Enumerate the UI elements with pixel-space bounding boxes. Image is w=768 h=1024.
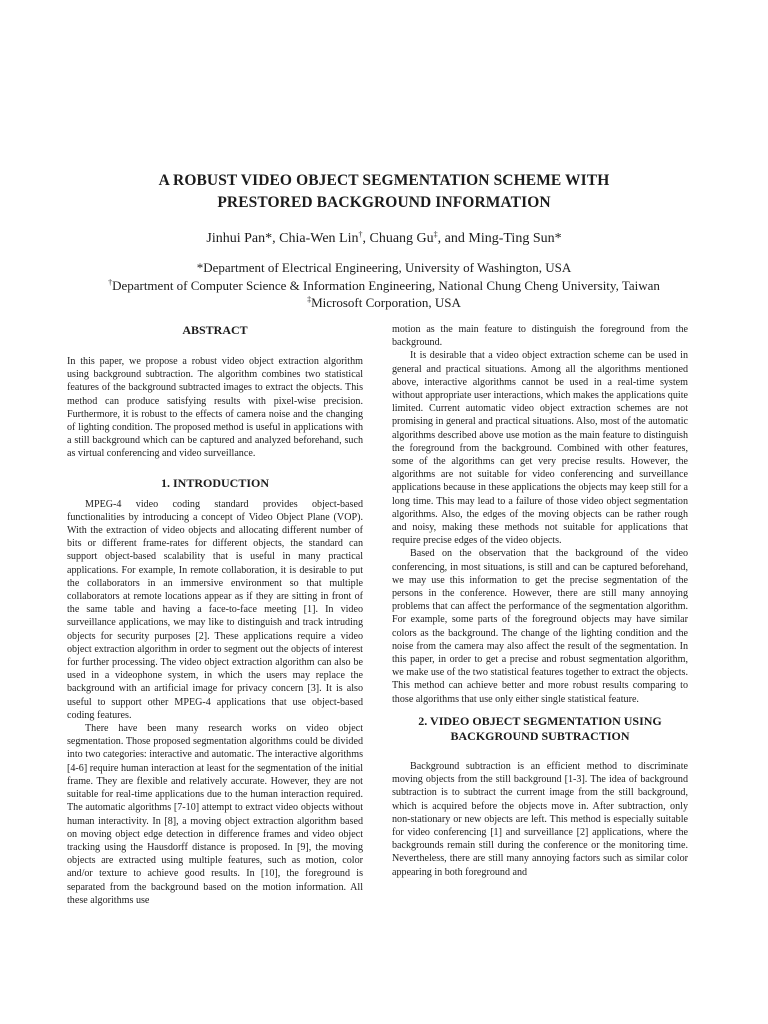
abstract-text: In this paper, we propose a robust video object extraction algorithm using background subtraction. The algorithm combines two statistical features of the background subtracted images to extract the objects. This method can produce satisfying results with pixel-wise precision. Furthermore, it is robust to the effects of camera noise and the changing of lighting condition. The proposed method is useful in applications with a still background which can be captured and analyzed beforehand, such as virtual conferencing and video surveillance. [67,356,363,460]
section-2-heading-line-1: 2. VIDEO OBJECT SEGMENTATION USING [418,713,662,728]
author-name: Jinhui Pan [206,231,266,246]
author-name: , Chuang Gu [362,231,434,246]
paper-title-line-1: A ROBUST VIDEO OBJECT SEGMENTATION SCHEME WITH [158,172,610,189]
intro-paragraph-1: MPEG-4 video coding standard provides object-based functionalities by introducing a concept of Video Object Plane (VOP). With the extraction of video objects and allocating different number of bits or different frame-rates for different objects, the standard can support object-based scalability that is useful in many practical applications. For example, In remote collaboration, it is desirable to put the collaborators in an immersive environment so that multiple collaborators at remote locations appear as if they are sitting in front of the same table and having a face-to-face meeting [1]. In video surveillance applications, we may like to distinguish and track intruding objects for security purposes [2]. These applications require a video object extraction algorithm in order to segment out the objects of interest for further processing. The video object extraction algorithm can also be used in a videophone system, in which the users may replace the background with an artificial image for privacy concern [3]. It is also useful to support other MPEG-4 applications that use object-based coding features. [67,498,363,721]
left-column [67,320,363,1020]
paper-title-line-2: PRESTORED BACKGROUND INFORMATION [217,194,551,211]
affiliation-mark: ‡ [307,295,312,304]
affiliation-uw: *Department of Electrical Engineering, University of Washington, USA [196,260,572,275]
section-2-heading-line-2: BACKGROUND SUBTRACTION [450,728,630,743]
affiliation-list [0,259,768,312]
paper-title [0,170,768,214]
author-name: , and Ming-Ting Sun* [437,231,562,246]
affiliation-microsoft [0,294,768,312]
section-2-paragraph-1: Background subtraction is an efficient method to discriminate moving objects from the still background [1-3]. The idea of background subtraction is to subtract the current image from the still background, which is acquired before the objects move in. After subtraction, only non-stationary or new objects are left. This method is especially suitable for video conferencing [1] and surveillance [2] applications, where the backgrounds remain still during the conference or the monitoring time. Nevertheless, there are still many annoying factors such as similar color appearing in both foreground and [392,760,688,878]
section-2-heading [392,714,688,744]
affiliation-nccu [0,277,768,295]
affiliation-text: Department of Computer Science & Information Engineering, National Chung Cheng University, Taiwan [112,277,660,293]
author-mark: ‡ [433,230,438,239]
affiliation-mark: † [108,277,113,287]
author-name: , Chia-Wen Lin [272,231,359,246]
intro-paragraph-5: Based on the observation that the background of the video conferencing, in most situations, is still and can be captured beforehand, we may use this information to get the precise segmentation of the persons in the conference. However, there are still many annoying problems that can affect the performance of the segmentation algorithm. For example, some parts of the foreground objects may have similar colors as the background. The change of the lighting condition and the noise from the camera may also affect the result of the segmentation. In this paper, in order to get a precise and robust segmentation algorithm, we make use of the two statistical features together to extract the objects. This method can achieve better and more robust results comparing to those algorithms that use only either single statistical feature. [392,548,688,705]
abstract-heading: ABSTRACT [182,323,248,337]
intro-paragraph-4: It is desirable that a video object extraction scheme can be used in general and practical situations. Among all the algorithms mentioned above, interactive algorithms cannot be used in a real-time system without appropriate user interactions, which makes the applications quite limited. Current automatic video object extraction schemes are not promising in general and practical situations. Also, most of the automatic algorithms described above use motion as the main feature to distinguish the foreground from the background. Combined with other features, some of the algorithms can get very precise results. However, the algorithms are not suitable for video conferencing and surveillance applications because in these applications the objects may keep still for a long time. This may lead to a failure of those video object segmentation algorithms. Also, the edges of the moving objects can be rather rough and noisy, making these methods not suitable for applications that require precise edges of the video objects. [392,350,688,547]
intro-paragraph-2: There have been many research works on video object segmentation. Those proposed segmentation algorithms could be divided into two categories: interactive and automatic. The interactive algorithms [4-6] require human interaction at least for the segmentation of the initial frame. They are flexible and relatively accurate. However, they are not suitable for real-time applications due to the human interaction required. The automatic algorithms [7-10] attempt to extract video objects without human interactivity. In [8], a moving object extraction algorithm based on moving object edge detection in difference frames and video object tracking using the Hausdorff distance is proposed. In [9], the moving objects are extracted using multiple features, such as motion, color and/or texture to achieve good results. In [10], the foreground is separated from the background based on the motion information. All these algorithms use [67,723,363,906]
introduction-heading: 1. INTRODUCTION [160,475,269,490]
right-column [392,323,688,1023]
author-list [0,230,768,248]
affiliation-text: Microsoft Corporation, USA [311,295,461,310]
author-mark: * [265,231,273,246]
author-mark: † [358,230,363,239]
intro-paragraph-3: motion as the main feature to distinguish the foreground from the background. [392,324,688,349]
